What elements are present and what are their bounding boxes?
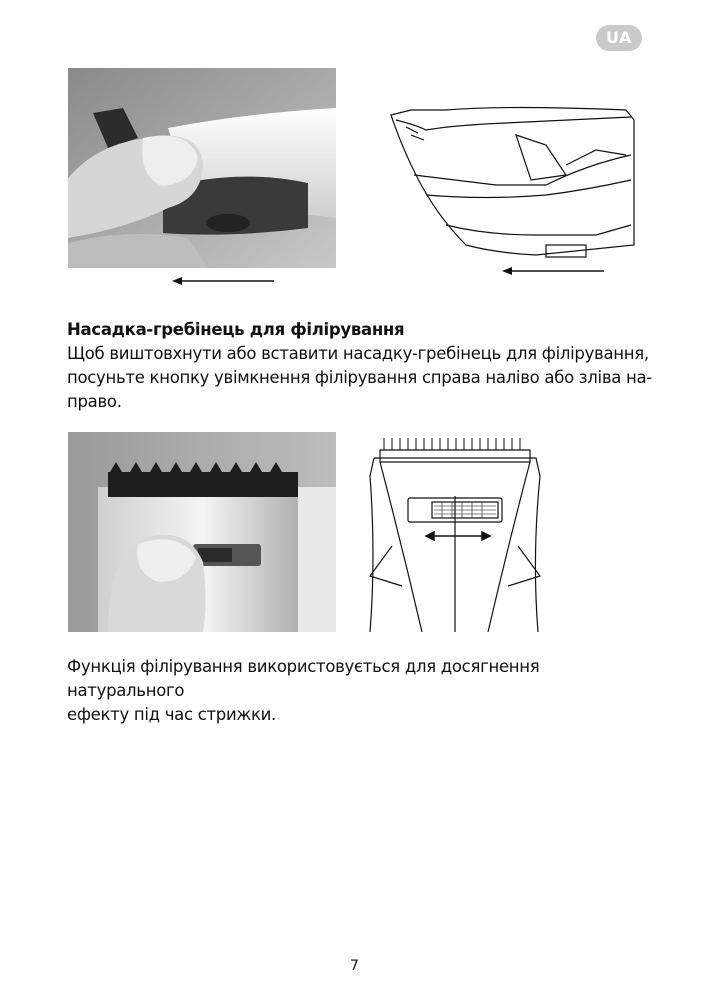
page-number: 7 xyxy=(350,958,359,974)
instruction-line-3: право. xyxy=(67,392,122,411)
drawing-clipper-front xyxy=(362,436,546,632)
drawing-clipper-side xyxy=(386,105,642,265)
language-badge: UA xyxy=(596,25,642,51)
section-heading: Насадка-гребінець для філірування xyxy=(67,320,405,339)
left-arrow-photo-1 xyxy=(172,275,276,287)
instruction-paragraph xyxy=(67,342,657,414)
instruction-line-2: посуньте кнопку увімкнення філірування справа наліво або зліва на- xyxy=(67,368,652,387)
feature-note-line-2: ефекту під час стрижки. xyxy=(67,705,276,724)
photo-clipper-side xyxy=(68,68,336,268)
feature-note-line-1: Функція філірування використовується для досягнення натурального xyxy=(67,657,540,700)
left-arrow-drawing-1 xyxy=(502,265,606,277)
photo-clipper-front xyxy=(68,432,336,632)
instruction-line-1: Щоб виштовхнути або вставити насадку-гребінець для філірування, xyxy=(67,344,649,363)
feature-note xyxy=(67,655,657,727)
